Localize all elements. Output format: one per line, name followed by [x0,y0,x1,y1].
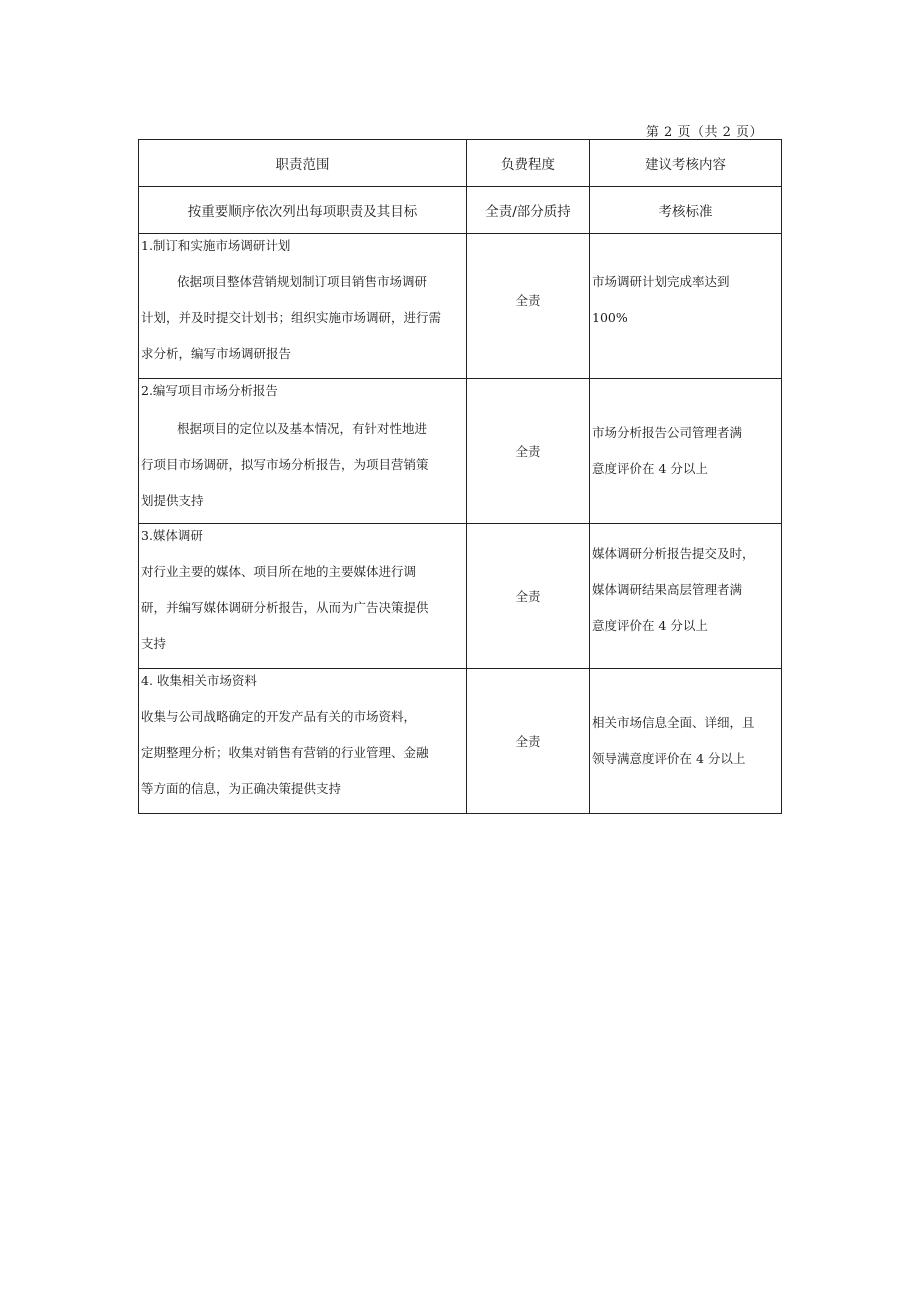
duty-line: 求分析，编写市场调研报告 [141,346,292,361]
responsibility-level-cell [467,669,590,814]
table-row [139,524,782,669]
duty-title: 4. 收集相关市场资料 [141,673,257,688]
duty-line: 收集与公司战略确定的开发产品有关的市场资料， [141,709,417,724]
standard-line: 市场调研计划完成率达到 [592,274,730,289]
duty-line: 定期整理分析；收集对销售有营销的行业管理、金融 [141,745,429,760]
table-row [139,669,782,814]
subheader-assessment-standard: 考核标准 [590,187,782,234]
duty-line: 研，并编写媒体调研分析报告，从而为广告决策提供 [141,600,429,615]
duty-line: 对行业主要的媒体、项目所在地的主要媒体进行调 [141,564,417,579]
table-row [139,234,782,379]
duty-line: 支持 [141,636,167,651]
responsibility-level: 全责 [515,444,541,459]
duty-cell [139,669,467,814]
standard-line: 媒体调研结果高层管理者满 [592,582,743,597]
standard-cell [590,669,782,814]
responsibility-level: 全责 [515,293,541,308]
duty-title: 3.媒体调研 [141,528,203,543]
responsibility-level: 全责 [515,734,541,749]
standard-cell [590,379,782,524]
responsibility-level: 全责 [515,589,541,604]
standard-line: 媒体调研分析报告提交及时， [592,546,755,561]
responsibility-level-cell [467,234,590,379]
header-responsibility-level: 负费程度 [467,140,590,187]
standard-line: 领导满意度评价在 4 分以上 [592,751,746,766]
duty-line: 根据项目的定位以及基本情况，有针对性地进 [177,421,428,436]
standard-line: 市场分析报告公司管理者满 [592,425,743,440]
standard-line: 相关市场信息全面、详细，且 [592,715,755,730]
standard-line: 意度评价在 4 分以上 [592,618,708,633]
header-row-2 [139,187,782,234]
duty-line: 等方面的信息，为正确决策提供支持 [141,781,342,796]
subheader-duty-list: 按重要顺序依次列出每项职责及其目标 [139,187,467,234]
standard-line: 100% [592,310,628,325]
duty-title: 1.制订和实施市场调研计划 [141,238,291,253]
header-duty-scope: 职责范围 [139,140,467,187]
header-assessment-content: 建议考核内容 [590,140,782,187]
responsibility-level-cell [467,379,590,524]
table-row [139,379,782,524]
header-row-1 [139,140,782,187]
duty-line: 依据项目整体营销规划制订项目销售市场调研 [177,274,428,289]
duty-title: 2.编写项目市场分析报告 [141,383,278,398]
duty-line: 行项目市场调研，拟写市场分析报告，为项目营销策 [141,457,429,472]
duty-line: 划提供支持 [141,493,204,508]
duty-cell [139,234,467,379]
page-number: 第 2 页（共 2 页） [645,125,763,140]
standard-cell [590,234,782,379]
subheader-responsibility-type: 全责/部分质持 [467,187,590,234]
duty-table [138,139,782,814]
duty-line: 计划，并及时提交计划书；组织实施市场调研，进行需 [141,310,442,325]
duty-cell [139,379,467,524]
standard-cell [590,524,782,669]
responsibility-level-cell [467,524,590,669]
duty-cell [139,524,467,669]
standard-line: 意度评价在 4 分以上 [592,461,708,476]
